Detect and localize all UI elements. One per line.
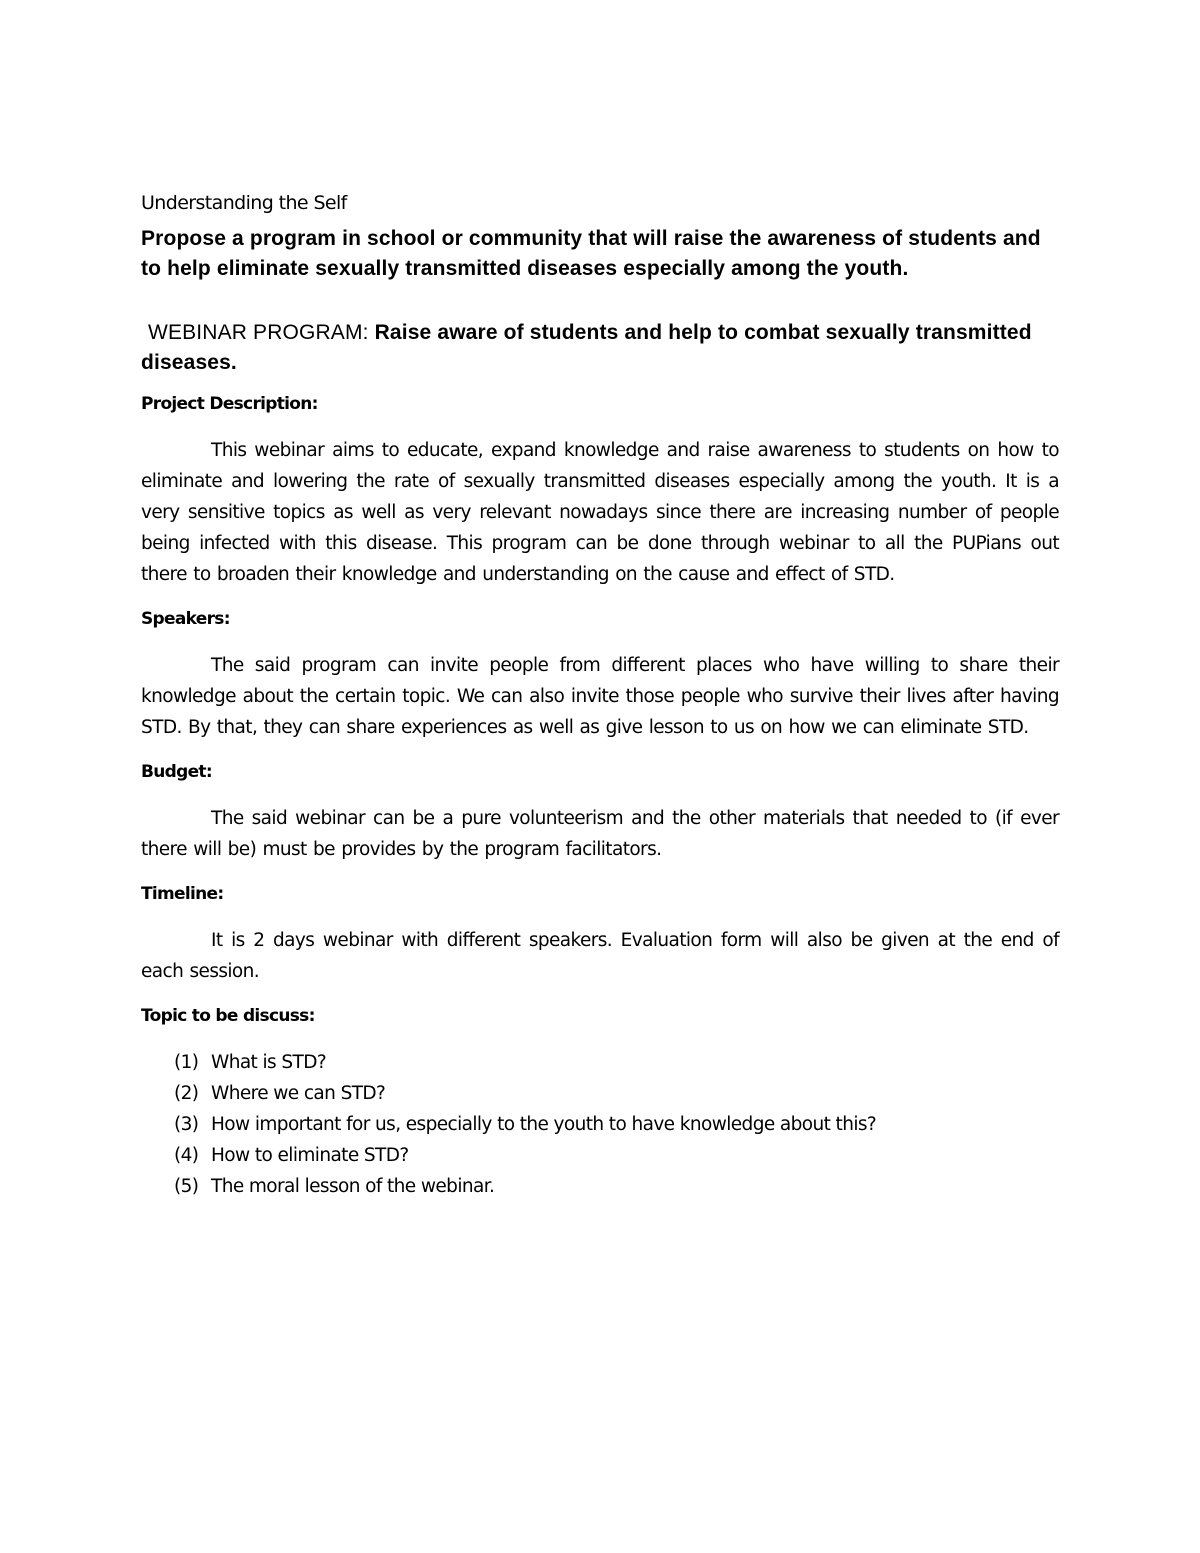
list-item (174, 1171, 1059, 1202)
program-title (141, 318, 1059, 377)
speakers-heading: Speakers: (141, 609, 230, 629)
topic-number: (5) (174, 1176, 199, 1197)
list-item (174, 1047, 1059, 1078)
topics-list (141, 1047, 1059, 1202)
topic-text: What is STD? (211, 1052, 327, 1073)
topic-text: The moral lesson of the webinar. (211, 1176, 495, 1197)
timeline-body: It is 2 days webinar with different speakers. Evaluation form will also be given at the end of each session. (141, 930, 1059, 982)
topic-number: (3) (174, 1114, 199, 1135)
assignment-prompt: Propose a program in school or community that will raise the awareness of students and to help eliminate sexually transmitted diseases especially among the youth. (141, 227, 1041, 280)
topic-number: (2) (174, 1083, 199, 1104)
project-description-body: This webinar aims to educate, expand knowledge and raise awareness to students on how to eliminate and lowering the rate of sexually transmitted diseases especially among the youth. It is a very sensitive topics as well as very relevant nowadays since there are increasing number of people being infected with this disease. This program can be done through webinar to all the PUPians out there to broaden their knowledge and understanding on the cause and effect of STD. (141, 440, 1059, 585)
topic-text: Where we can STD? (211, 1083, 386, 1104)
list-item (174, 1140, 1059, 1171)
program-title-text: Raise aware of students and help to combat sexually transmitted diseases. (141, 321, 1032, 374)
program-label: WEBINAR PROGRAM: (148, 321, 369, 344)
speakers-body: The said program can invite people from different places who have willing to share their knowledge about the certain topic. We can also invite those people who survive their lives after having STD. By that, they can share experiences as well as give lesson to us on how we can eliminate STD. (141, 655, 1059, 738)
topic-number: (4) (174, 1145, 199, 1166)
document-page (141, 188, 1059, 1202)
topic-number: (1) (174, 1052, 199, 1073)
list-item (174, 1109, 1059, 1140)
list-item (174, 1078, 1059, 1109)
topic-text: How to eliminate STD? (211, 1145, 409, 1166)
topic-text: How important for us, especially to the youth to have knowledge about this? (211, 1114, 877, 1135)
project-description-heading: Project Description: (141, 394, 318, 414)
course-title: Understanding the Self (141, 192, 347, 214)
topics-heading: Topic to be discuss: (141, 1006, 315, 1026)
timeline-heading: Timeline: (141, 884, 224, 904)
budget-body: The said webinar can be a pure volunteerism and the other materials that needed to (if ever there will be) must be provides by the program facilitators. (141, 808, 1059, 860)
budget-heading: Budget: (141, 762, 212, 782)
